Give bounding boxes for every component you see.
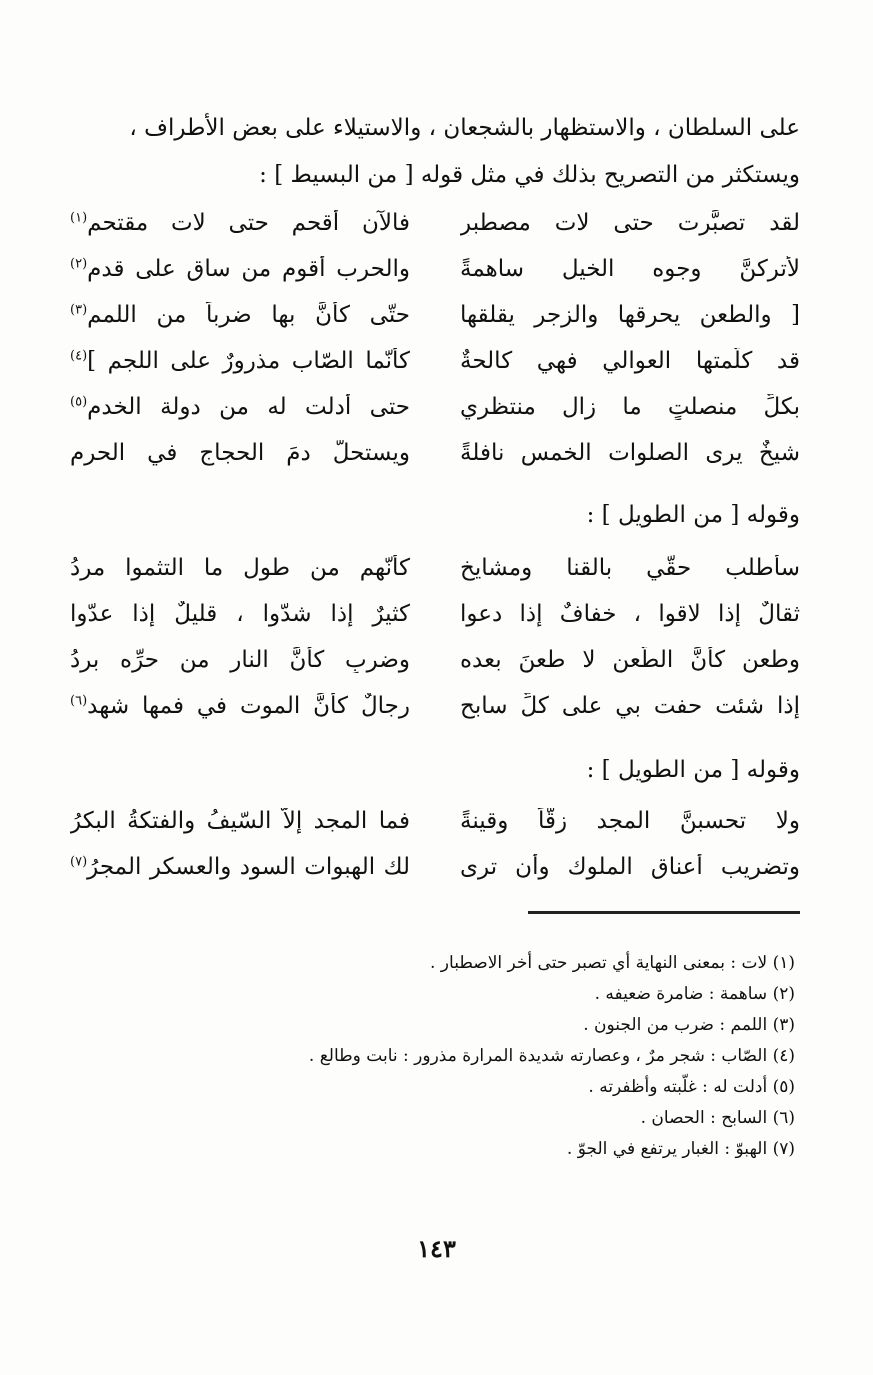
verse [70, 440, 800, 486]
hemistich-second [70, 210, 410, 236]
hemistich-second [70, 440, 410, 466]
verse [70, 647, 800, 693]
intro-line: على السلطان ، والاستظهار بالشجعان ، والاستيلاء على بعض الأطراف ، [129, 115, 800, 141]
footnote-ref: (٦) [70, 693, 88, 709]
verse [70, 210, 800, 256]
hemistich-first: لأتركنَّ وجوه الخيل ساهمةً [460, 256, 800, 282]
hemistich-first: [ والطعن يحرقها والزجر يقلقها [460, 302, 800, 328]
poem-basit [70, 210, 800, 486]
hemistich-second [70, 256, 410, 282]
footnote-ref: (٥) [70, 394, 88, 410]
poem-tawil-1 [70, 555, 800, 739]
hemistich-second [70, 854, 410, 880]
verse [70, 302, 800, 348]
hemistich-text: كأنّهم من طول ما التثموا مردُ [70, 555, 410, 581]
page-number: ١٤٣ [417, 1234, 456, 1263]
poem-tawil-2 [70, 808, 800, 900]
hemistich-first: شيخٌ يرى الصلوات الخمس نافلةً [460, 440, 800, 466]
hemistich-text: لك الهبوات السود والعسكر المجرُ [87, 854, 410, 880]
footnote: (٣) اللمم : ضرب من الجنون . [583, 1015, 795, 1035]
hemistich-second [70, 394, 410, 420]
hemistich-second [70, 647, 410, 673]
footnotes [250, 948, 795, 1165]
footnote: (٢) ساهمة : ضامرة ضعيفه . [594, 984, 795, 1004]
hemistich-text: حتّى كأنَّ بها ضرباً من اللمم [87, 302, 410, 328]
hemistich-first: لقد تصبَّرت حتى لات مصطبرٍ [460, 210, 800, 236]
hemistich-first: ثقالٌ إذا لاقوا ، خفافٌ إذا دعوا [460, 601, 800, 627]
hemistich-second [70, 302, 410, 328]
hemistich-second [70, 555, 410, 581]
hemistich-second [70, 693, 410, 719]
hemistich-first: إذا شئت حفت بي على كلِّ سابحٍ [460, 693, 800, 719]
verse [70, 808, 800, 854]
hemistich-first: وتضريب أعناق الملوك وأن ترى [460, 854, 800, 880]
hemistich-text: كثيرٌ إذا شدّوا ، قليلٌ إذا عدّوا [70, 601, 410, 627]
poem-intro: وقوله [ من الطويل ] : [586, 502, 800, 528]
footnote: (٤) الصّاب : شجر مرٌ ، وعصارته شديدة المرارة مذرور : نابت وطالع . [308, 1046, 795, 1066]
verse [70, 601, 800, 647]
footnote-divider [528, 911, 800, 914]
hemistich-second [70, 601, 410, 627]
hemistich-text: وضربٍ كأنَّ النار من حرِّه بردُ [70, 647, 410, 673]
hemistich-first: ولا تحسبنَّ المجد زقّاً وقينةً [460, 808, 800, 834]
hemistich-text: فما المجد إلاّ السّيفُ والفتكةُ البكرُ [70, 808, 410, 834]
hemistich-second [70, 348, 410, 374]
verse [70, 693, 800, 739]
hemistich-first: سأطلب حقّي بالقنا ومشايخٍ [460, 555, 800, 581]
verse [70, 555, 800, 601]
footnote: (٦) السابح : الحصان . [640, 1108, 795, 1128]
footnote-ref: (١) [70, 210, 88, 226]
hemistich-text: ويستحلُّ دمَ الحجاج في الحرم [70, 440, 410, 466]
hemistich-text: رجالٌ كأنَّ الموت في فمها شهد [87, 693, 410, 719]
poem-intro: وقوله [ من الطويل ] : [586, 757, 800, 783]
footnote: (٧) الهبوّ : الغبار يرتفع في الجوّ . [566, 1139, 795, 1159]
hemistich-first: بكلِّ منصلتٍ ما زال منتظري [460, 394, 800, 420]
footnote-ref: (٧) [70, 854, 88, 870]
hemistich-text: كأنّما الصّاب مذرورٌ على اللجم ] [87, 348, 410, 374]
hemistich-text: فالآن أقحم حتى لات مقتحم [87, 210, 410, 236]
verse [70, 394, 800, 440]
hemistich-text: والحرب أقوم من ساقٍ على قدم [87, 256, 410, 282]
footnote: (٥) أدلت له : غلّبته وأظفرته . [588, 1077, 795, 1097]
footnote-ref: (٢) [70, 256, 88, 272]
footnote: (١) لات : بمعنى النهاية أي تصبر حتى أخر الاصطبار . [430, 953, 795, 973]
verse [70, 256, 800, 302]
footnote-ref: (٣) [70, 302, 88, 318]
hemistich-second [70, 808, 410, 834]
verse [70, 854, 800, 900]
hemistich-text: حتى أدلت له من دولة الخدم [87, 394, 410, 420]
footnote-ref: (٤) [70, 348, 88, 364]
verse [70, 348, 800, 394]
intro-paragraph [70, 105, 800, 199]
intro-line: ويستكثر من التصريح بذلك في مثل قوله [ من البسيط ] : [259, 162, 800, 188]
hemistich-first: وطعنٍ كأنَّ الطّعن لا طعنَ بعده [460, 647, 800, 673]
hemistich-first: قد كلّمتها العوالي فهي كالحةٌ [460, 348, 800, 374]
